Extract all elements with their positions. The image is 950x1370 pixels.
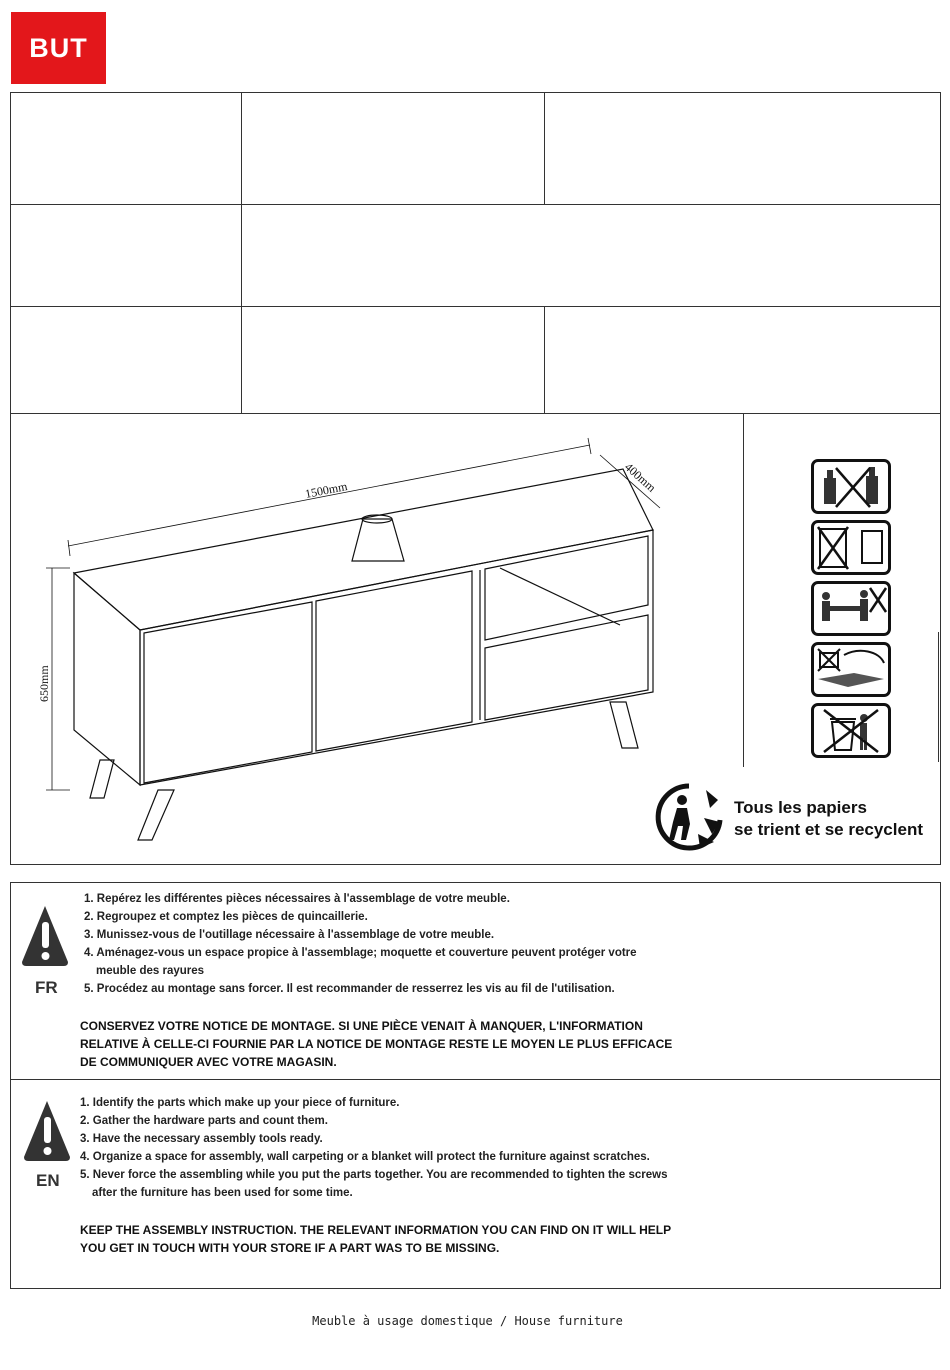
recycling-notice [654, 782, 944, 852]
note-line: RELATIVE À CELLE-CI FOURNIE PAR LA NOTICE DE MONTAGE RESTE LE MOYEN LE PLUS EFFICACE [80, 1037, 673, 1051]
instruction-item: 4. Organize a space for assembly, wall carpeting or a blanket will protect the furniture against scratches. [80, 1151, 650, 1163]
brand-logo: BUT [11, 12, 106, 84]
width-dimension: 1500mm [303, 479, 349, 501]
recycling-triman-icon [654, 782, 724, 852]
note-line: CONSERVEZ VOTRE NOTICE DE MONTAGE. SI UNE PIÈCE VENAIT À MANQUER, L'INFORMATION [80, 1019, 643, 1033]
instruction-item: 4. Aménagez-vous un espace propice à l'assemblage; moquette et couverture peuvent protéger votre [84, 947, 637, 959]
instruction-item: 1. Repérez les différentes pièces nécessaires à l'assemblage de votre meuble. [84, 893, 510, 905]
instruction-item: 3. Munissez-vous de l'outillage nécessaire à l'assemblage de votre meuble. [84, 929, 495, 941]
grid-row-divider-1 [10, 204, 941, 205]
instructions-divider [10, 1079, 941, 1080]
instruction-item: 2. Gather the hardware parts and count them. [80, 1115, 328, 1127]
instruction-item: 3. Have the necessary assembly tools ready. [80, 1133, 323, 1145]
note-line: KEEP THE ASSEMBLY INSTRUCTION. THE RELEVANT INFORMATION YOU CAN FIND ON IT WILL HELP [80, 1223, 672, 1237]
warning-icon-en [22, 1099, 72, 1163]
no-bin-disposal-icon [811, 703, 891, 758]
recycling-line-2: se trient et se recyclent [734, 820, 923, 839]
instruction-item-continued: meuble des rayures [96, 965, 205, 977]
protect-floor-icon [811, 642, 891, 697]
grid-col-divider-bottom-right [544, 306, 545, 413]
panel-right-edge-mark [938, 632, 939, 762]
instruction-item-continued: after the furniture has been used for some time. [92, 1187, 353, 1199]
grid-row-divider-2 [10, 306, 941, 307]
sideboard-drawing [30, 430, 670, 850]
keep-instructions-note-fr [80, 1017, 672, 1071]
height-dimension: 650mm [37, 665, 51, 702]
depth-dimension: 400mm [621, 459, 659, 495]
language-label-en: EN [36, 1171, 60, 1190]
keep-instructions-note-en [80, 1221, 671, 1257]
no-chemicals-icon [811, 459, 891, 514]
recycling-line-1: Tous les papiers [734, 798, 867, 817]
instruction-item: 1. Identify the parts which make up your piece of furniture. [80, 1097, 400, 1109]
no-damp-room-icon [811, 520, 891, 575]
care-pictograms [811, 459, 893, 764]
warning-icon-fr [20, 904, 70, 968]
note-line: DE COMMUNIQUER AVEC VOTRE MAGASIN. [80, 1055, 337, 1069]
note-line: YOU GET IN TOUCH WITH YOUR STORE IF A PART WAS TO BE MISSING. [80, 1241, 500, 1255]
info-grid [10, 92, 941, 414]
grid-col-divider-left [241, 92, 242, 413]
language-label-fr: FR [35, 978, 58, 997]
instruction-item: 5. Procédez au montage sans forcer. Il est recommander de resserrez les vis au fil de l'utilisation. [84, 983, 615, 995]
instruction-item: 5. Never force the assembling while you put the parts together. You are recommended to tighten the screws [80, 1169, 668, 1181]
instructions-list-fr [84, 890, 637, 998]
instructions-list-en [80, 1094, 668, 1202]
footer-usage-note: Meuble à usage domestique / House furniture [312, 1314, 623, 1328]
assemble-with-two-people-icon [811, 581, 891, 636]
instruction-item: 2. Regroupez et comptez les pièces de quincaillerie. [84, 911, 368, 923]
pictogram-divider [743, 413, 744, 767]
grid-col-divider-top-right [544, 92, 545, 204]
